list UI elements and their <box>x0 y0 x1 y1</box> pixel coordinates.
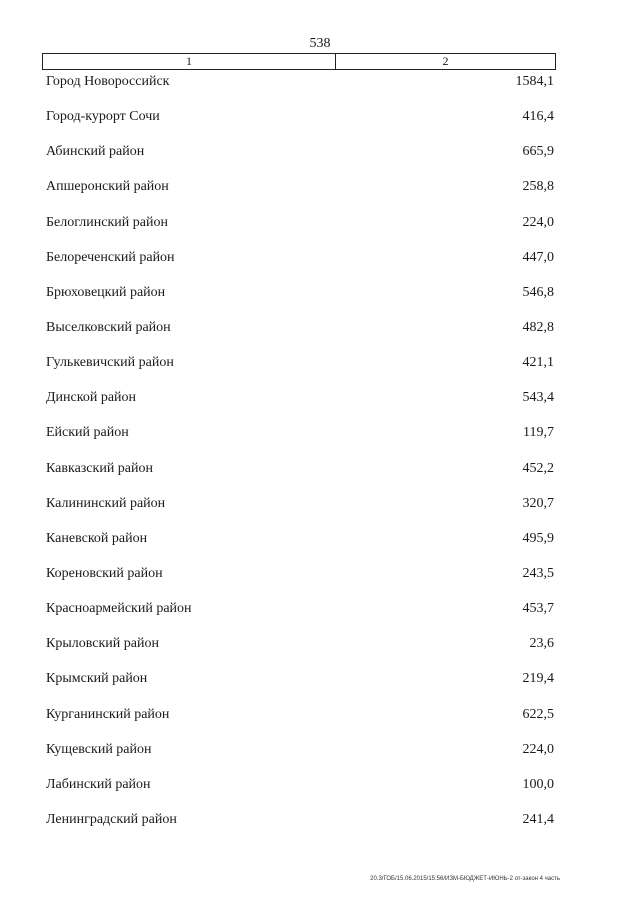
table-row <box>0 636 640 671</box>
table-row <box>0 742 640 777</box>
district-value: 447,0 <box>522 249 554 265</box>
district-value: 452,2 <box>522 460 554 476</box>
table-row <box>0 320 640 355</box>
district-name: Брюховецкий район <box>46 284 166 300</box>
table-row <box>0 109 640 144</box>
district-value: 224,0 <box>522 214 554 230</box>
column-header-2: 2 <box>335 54 556 69</box>
table-row <box>0 250 640 285</box>
district-value: 219,4 <box>522 671 554 687</box>
table-row <box>0 707 640 742</box>
district-value: 482,8 <box>522 319 554 335</box>
district-name: Апшеронский район <box>46 179 169 195</box>
district-name: Крыловский район <box>46 636 159 652</box>
table-row <box>0 531 640 566</box>
table-row <box>0 496 640 531</box>
district-value: 1584,1 <box>515 74 554 89</box>
district-name: Город Новороссийск <box>46 74 170 89</box>
district-value: 241,4 <box>522 811 554 827</box>
district-name: Красноармейский район <box>46 601 192 617</box>
district-name: Динской район <box>46 390 137 406</box>
district-value: 453,7 <box>522 601 554 617</box>
district-value: 665,9 <box>522 144 554 160</box>
district-name: Кореновский район <box>46 565 163 581</box>
district-value: 546,8 <box>522 284 554 300</box>
table-header <box>42 53 556 70</box>
table-row <box>0 601 640 636</box>
district-value: 23,6 <box>529 636 554 652</box>
column-header-1: 1 <box>42 54 335 69</box>
district-name: Кавказский район <box>46 460 154 476</box>
district-value: 243,5 <box>522 565 554 581</box>
table-row <box>0 461 640 496</box>
table-row <box>0 179 640 214</box>
table-row <box>0 812 640 847</box>
district-name: Крымский район <box>46 671 148 687</box>
district-name: Город-курорт Сочи <box>46 109 160 125</box>
district-value: 495,9 <box>522 530 554 546</box>
table-row <box>0 74 640 109</box>
district-name: Абинский район <box>46 144 145 160</box>
district-value: 622,5 <box>522 706 554 722</box>
table-row <box>0 777 640 812</box>
table-row <box>0 355 640 390</box>
table-row <box>0 390 640 425</box>
table-row <box>0 671 640 706</box>
page-number: 538 <box>309 36 331 51</box>
district-name: Выселковский район <box>46 319 171 335</box>
district-name: Ейский район <box>46 425 129 441</box>
district-name: Лабинский район <box>46 776 151 792</box>
district-name: Белоглинский район <box>46 214 168 230</box>
district-name: Ленинградский район <box>46 811 177 827</box>
district-value: 421,1 <box>522 355 554 371</box>
district-name: Белореченский район <box>46 249 175 265</box>
table-row <box>0 215 640 250</box>
district-value: 258,8 <box>522 179 554 195</box>
table-row <box>0 285 640 320</box>
district-value: 224,0 <box>522 741 554 757</box>
district-name: Калининский район <box>46 495 166 511</box>
district-value: 416,4 <box>522 109 554 125</box>
table-row <box>0 566 640 601</box>
table-row <box>0 425 640 460</box>
district-name: Курганинский район <box>46 706 170 722</box>
footer-doc-id: 20.3/ГОБ/15.06.2015/15:56/ИЗМ-БЮДЖЕТ-ИЮНЬ-2 от-закон 4 часть <box>370 876 560 882</box>
district-name: Кущевский район <box>46 741 152 757</box>
district-name: Гулькевичский район <box>46 355 174 371</box>
district-value: 100,0 <box>522 776 554 792</box>
district-value: 119,7 <box>523 425 554 441</box>
table-body <box>0 74 640 847</box>
district-value: 543,4 <box>522 390 554 406</box>
district-value: 320,7 <box>522 495 554 511</box>
table-row <box>0 144 640 179</box>
district-name: Каневской район <box>46 530 148 546</box>
